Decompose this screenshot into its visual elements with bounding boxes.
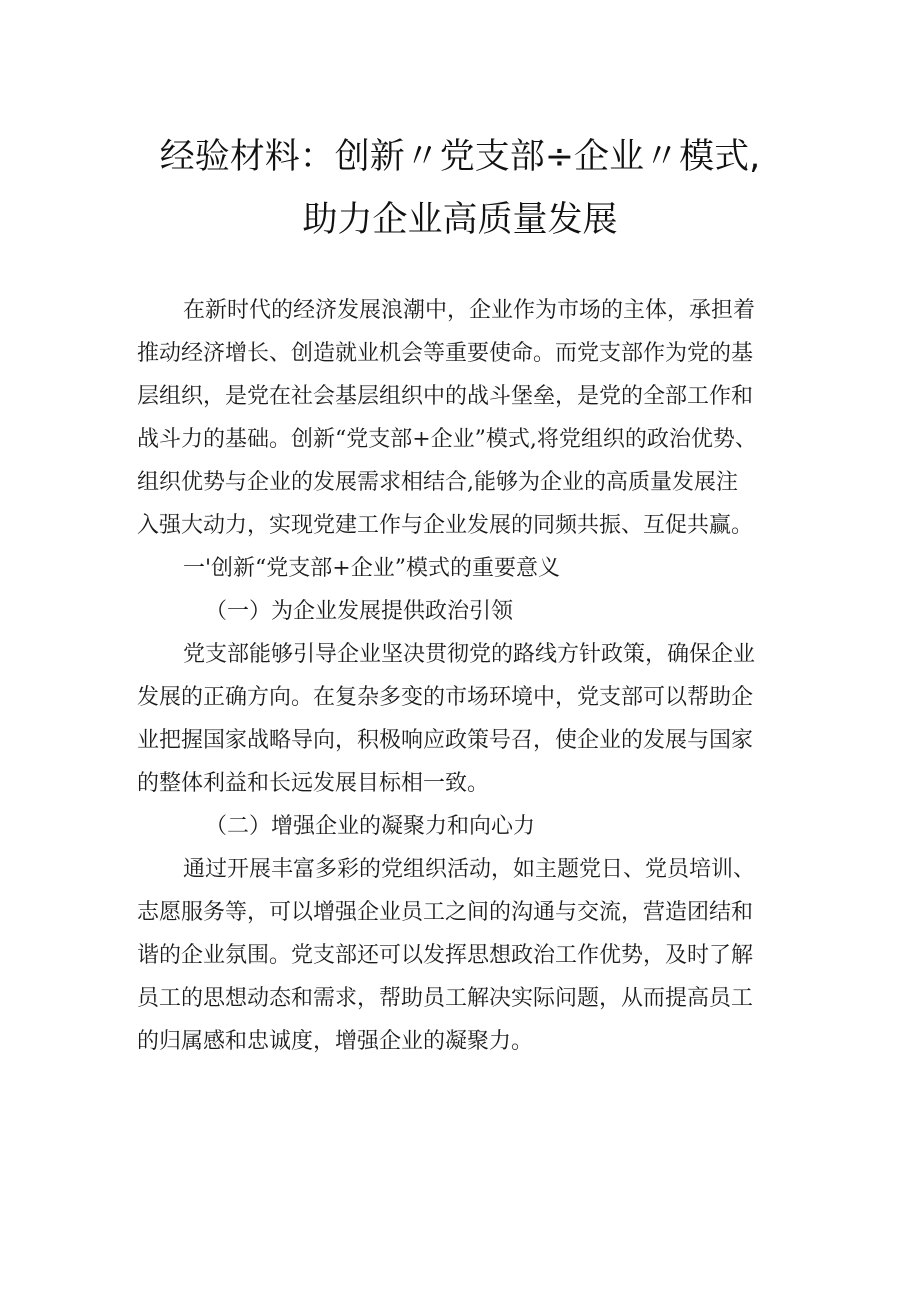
paragraph-line: 的归属感和忠诚度，增强企业的凝聚力。: [137, 1029, 534, 1054]
paragraph-line: 党支部能够引导企业坚决贯彻党的路线方针政策，确保企业: [183, 642, 756, 667]
paragraph-line: 层组织，是党在社会基层组织中的战斗堡垒，是党的全部工作和: [137, 384, 754, 409]
paragraph-line: 在新时代的经济发展浪潮中，企业作为市场的主体，承担着: [183, 298, 756, 323]
paragraph-line: 谐的企业氛围。党支部还可以发挥思想政治工作优势，及时了解: [137, 943, 754, 968]
paragraph-line: 战斗力的基础。创新“党支部+企业”模式,将党组织的政治优势、: [137, 427, 757, 452]
paragraph-line: 业把握国家战略导向，积极响应政策号召，使企业的发展与国家: [137, 728, 754, 753]
paragraph-line: 的整体利益和长远发展目标相一致。: [137, 771, 490, 796]
section-heading: 一'创新“党支部+企业”模式的重要意义: [183, 556, 560, 581]
paragraph-line: 员工的思想动态和需求，帮助员工解决实际问题，从而提高员工: [137, 986, 754, 1011]
subsection-heading: （二）增强企业的凝聚力和向心力: [205, 814, 536, 839]
document-title-line-2: 助力企业高质量发展: [302, 200, 618, 240]
paragraph-line: 通过开展丰富多彩的党组织活动，如主题党日、党员培训、: [183, 857, 756, 882]
paragraph-line: 组织优势与企业的发展需求相结合,能够为企业的高质量发展注: [137, 470, 738, 495]
document-title-line-1: 经验材料：创新〃党支部÷企业〃模式,: [159, 137, 761, 177]
subsection-heading: （一）为企业发展提供政治引领: [205, 599, 514, 624]
document-body: [137, 289, 792, 1063]
paragraph-line: 发展的正确方向。在复杂多变的市场环境中，党支部可以帮助企: [137, 685, 754, 710]
paragraph-line: 入强大动力，实现党建工作与企业发展的同频共振、互促共赢。: [137, 513, 754, 538]
paragraph-line: 推动经济增长、创造就业机会等重要使命。而党支部作为党的基: [137, 341, 754, 366]
paragraph-line: 志愿服务等，可以增强企业员工之间的沟通与交流，营造团结和: [137, 900, 754, 925]
